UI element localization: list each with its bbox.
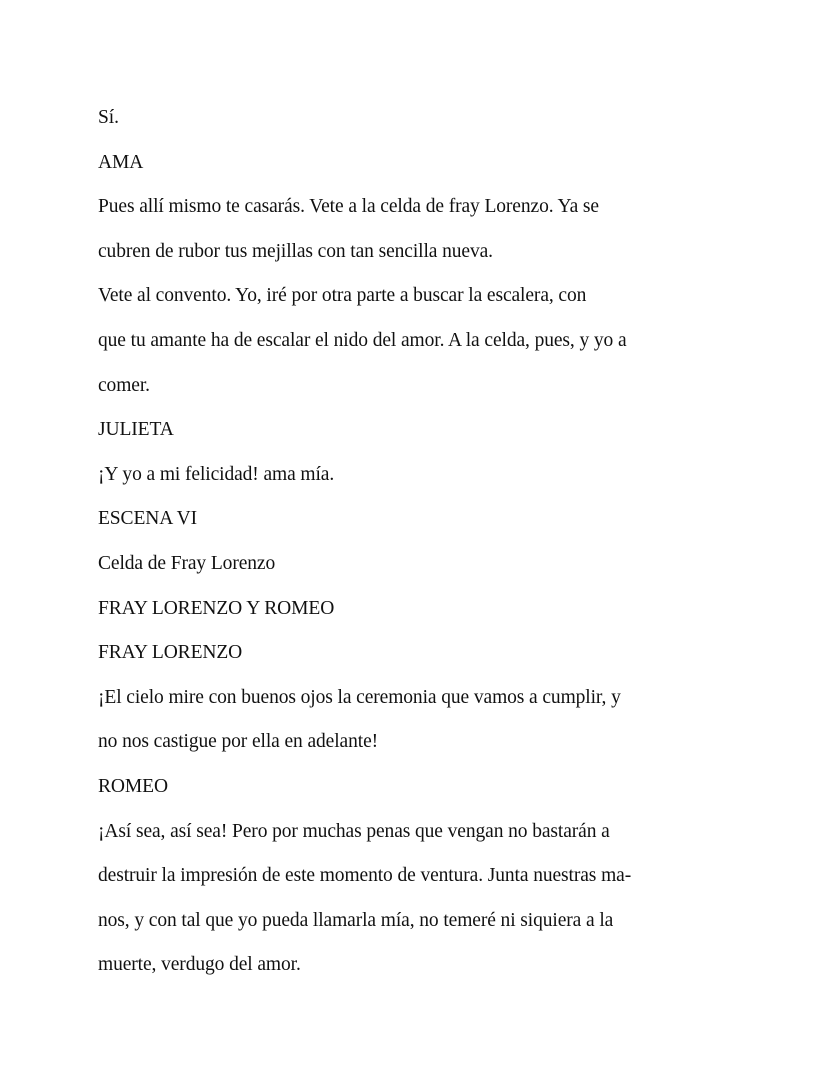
dialogue-line: muerte, verdugo del amor. (98, 954, 301, 976)
scene-setting: Celda de Fray Lorenzo (98, 552, 276, 574)
speaker-name: JULIETA (98, 419, 174, 441)
dialogue-line: Sí. (98, 107, 119, 128)
speaker-name: FRAY LORENZO (98, 642, 243, 664)
speaker-name: ROMEO (98, 775, 168, 797)
dialogue-line: comer. (98, 374, 150, 396)
dialogue-line: no nos castigue por ella en adelante! (98, 731, 379, 753)
document-body (98, 96, 678, 988)
dialogue-line: Vete al convento. Yo, iré por otra parte a buscar la escalera, con (98, 285, 587, 307)
scene-characters: FRAY LORENZO Y ROMEO (98, 597, 335, 619)
dialogue-line: ¡Y yo a mi felicidad! ama mía. (98, 463, 335, 485)
dialogue-line: ¡Así sea, así sea! Pero por muchas penas que vengan no bastarán a (98, 820, 610, 842)
dialogue-line: Pues allí mismo te casarás. Vete a la celda de fray Lorenzo. Ya se (98, 196, 599, 218)
dialogue-line: nos, y con tal que yo pueda llamarla mía, no temeré ni siquiera a la (98, 909, 614, 931)
dialogue-line: cubren de rubor tus mejillas con tan sencilla nueva. (98, 240, 493, 262)
dialogue-line: que tu amante ha de escalar el nido del amor. A la celda, pues, y yo a (98, 329, 627, 351)
dialogue-line: destruir la impresión de este momento de ventura. Junta nuestras ma- (98, 865, 632, 887)
scene-heading: ESCENA VI (98, 508, 197, 530)
dialogue-line: ¡El cielo mire con buenos ojos la ceremonia que vamos a cumplir, y (98, 686, 621, 708)
speaker-name: AMA (98, 151, 144, 173)
